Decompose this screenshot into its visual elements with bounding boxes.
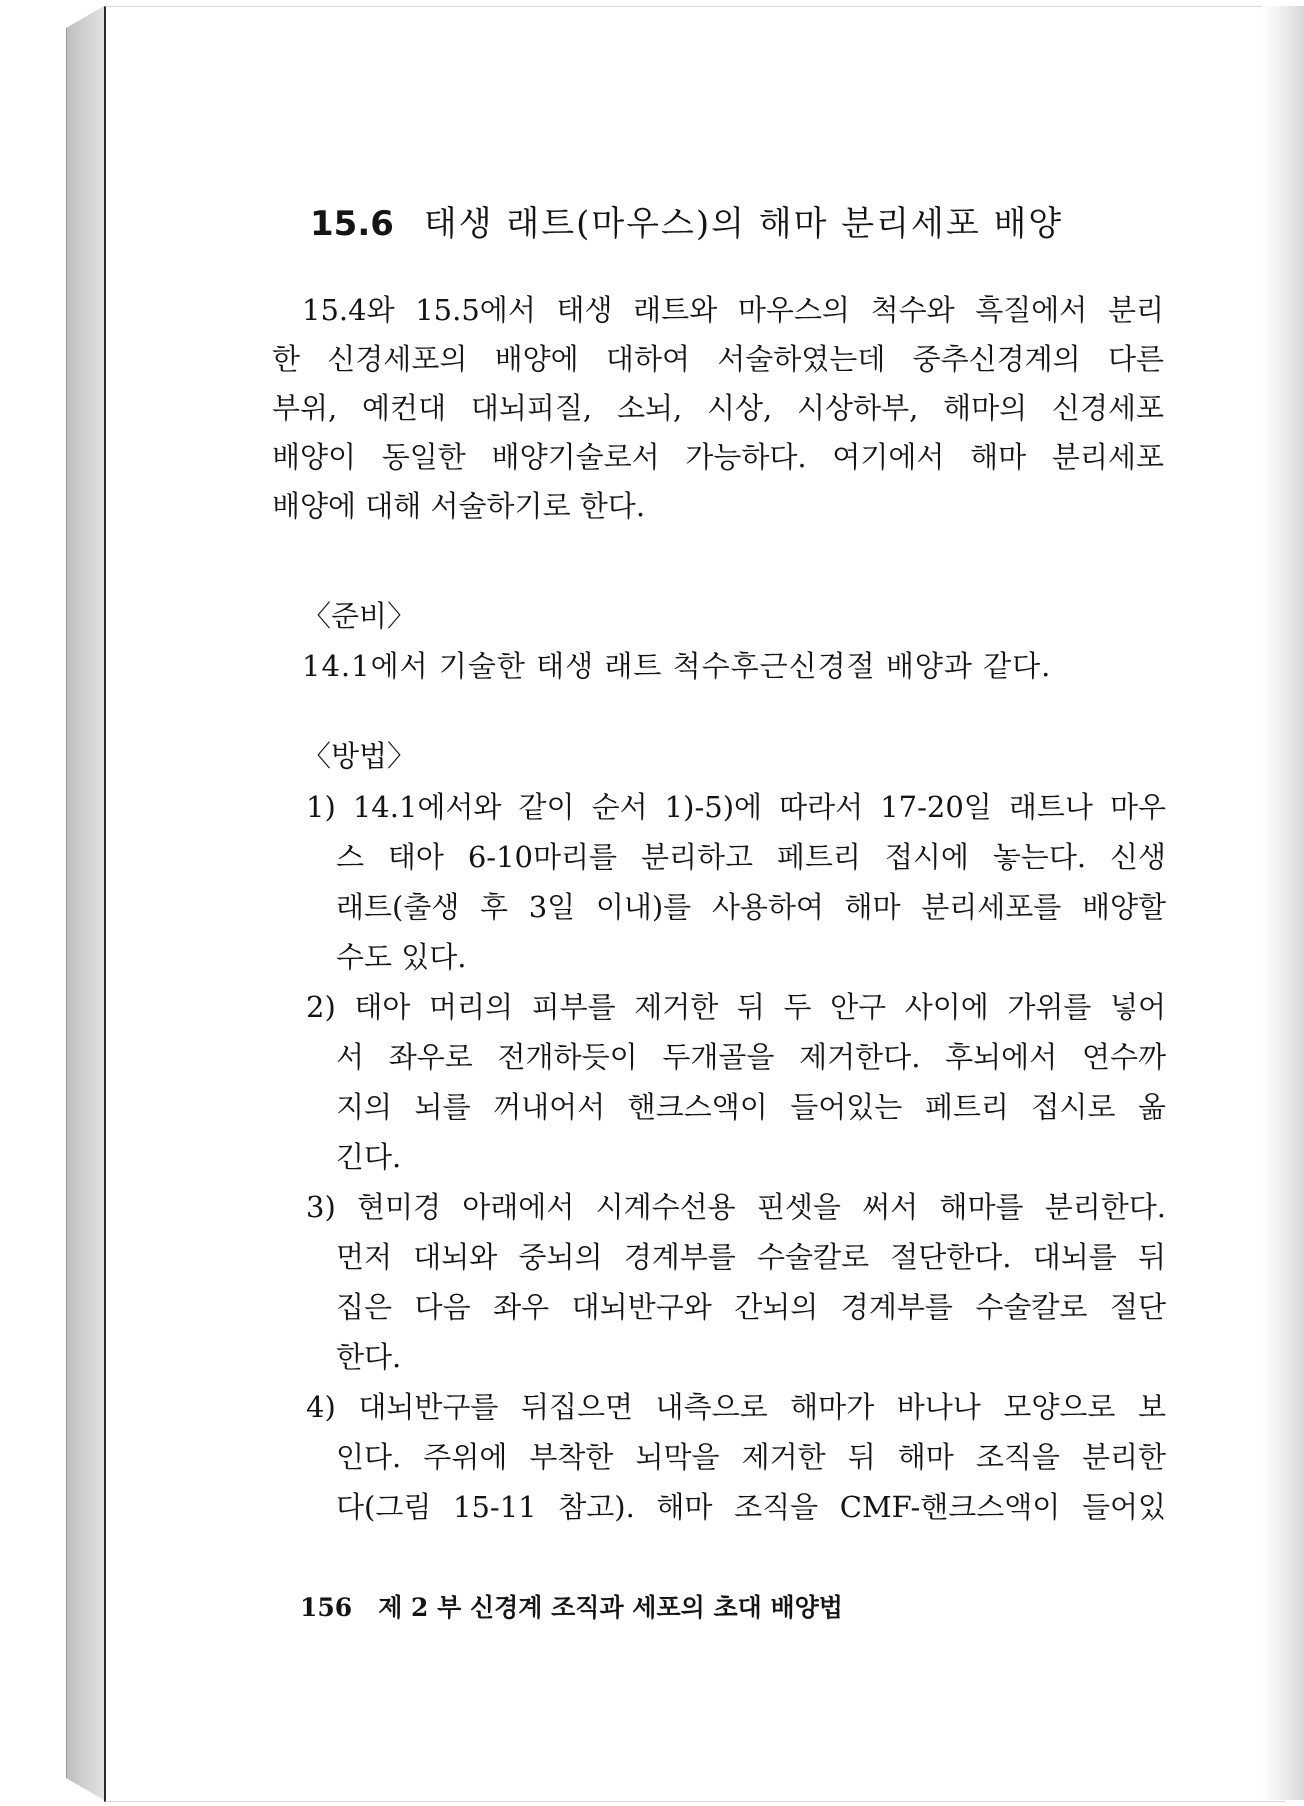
method-step <box>306 1382 1166 1532</box>
intro-line: 한 신경세포의 배양에 대하여 서술하였는데 중추신경계의 다른 <box>272 342 1164 376</box>
step-line: 3) 현미경 아래에서 시계수선용 핀셋을 써서 해마를 분리한다. <box>306 1190 1166 1224</box>
step-line: 한다. <box>336 1340 402 1374</box>
section-heading <box>310 196 1063 245</box>
intro-line: 배양이 동일한 배양기술로서 가능하다. 여기에서 해마 분리세포 <box>272 440 1164 474</box>
step-line: 서 좌우로 전개하듯이 두개골을 제거한다. 후뇌에서 연수까 <box>336 1040 1166 1074</box>
method-step <box>306 982 1166 1182</box>
book-spine <box>66 6 104 1800</box>
step-line: 수도 있다. <box>336 940 467 974</box>
step-line: 2) 태아 머리의 피부를 제거한 뒤 두 안구 사이에 가위를 넣어 <box>306 990 1166 1024</box>
method-label: 〈방법〉 <box>302 739 417 773</box>
step-line: 다(그림 15-11 참고). 해마 조직을 CMF-핸크스액이 들어있 <box>336 1490 1166 1524</box>
section-title: 태생 래트(마우스)의 해마 분리세포 배양 <box>423 204 1064 244</box>
intro-line: 부위, 예컨대 대뇌피질, 소뇌, 시상, 시상하부, 해마의 신경세포 <box>272 391 1164 425</box>
prep-text: 14.1에서 기술한 태생 래트 척수후근신경절 배양과 같다. <box>302 649 1052 683</box>
step-line: 먼저 대뇌와 중뇌의 경계부를 수술칼로 절단한다. 대뇌를 뒤 <box>336 1240 1166 1274</box>
prep-label: 〈준비〉 <box>302 599 417 633</box>
running-head: 제 2 부 신경계 조직과 세포의 초대 배양법 <box>378 1593 843 1622</box>
step-line: 지의 뇌를 꺼내어서 핸크스액이 들어있는 페트리 접시로 옮 <box>336 1090 1166 1124</box>
step-line: 1) 14.1에서와 같이 순서 1)-5)에 따라서 17-20일 래트나 마우 <box>306 790 1166 824</box>
step-line: 긴다. <box>336 1140 402 1174</box>
method-step <box>306 1182 1166 1382</box>
intro-line: 15.4와 15.5에서 태생 래트와 마우스의 척수와 흑질에서 분리 <box>302 293 1164 327</box>
intro-line: 배양에 대해 서술하기로 한다. <box>272 489 646 523</box>
step-line: 인다. 주위에 부착한 뇌막을 제거한 뒤 해마 조직을 분리한 <box>336 1440 1166 1474</box>
page-footer <box>300 1588 843 1624</box>
step-line: 4) 대뇌반구를 뒤집으면 내측으로 해마가 바나나 모양으로 보 <box>306 1390 1166 1424</box>
method-steps <box>306 782 1166 1532</box>
step-line: 래트(출생 후 3일 이내)를 사용하여 해마 분리세포를 배양할 <box>336 890 1166 924</box>
method-step <box>306 782 1166 982</box>
page-edge-shadow <box>1262 6 1304 1800</box>
intro-paragraph <box>272 286 1164 531</box>
step-line: 집은 다음 좌우 대뇌반구와 간뇌의 경계부를 수술칼로 절단 <box>336 1290 1166 1324</box>
page-number: 156 <box>300 1593 353 1622</box>
section-number: 15.6 <box>310 204 394 244</box>
spine-edge <box>66 28 67 1778</box>
step-line: 스 태아 6-10마리를 분리하고 페트리 접시에 놓는다. 신생 <box>336 840 1166 874</box>
